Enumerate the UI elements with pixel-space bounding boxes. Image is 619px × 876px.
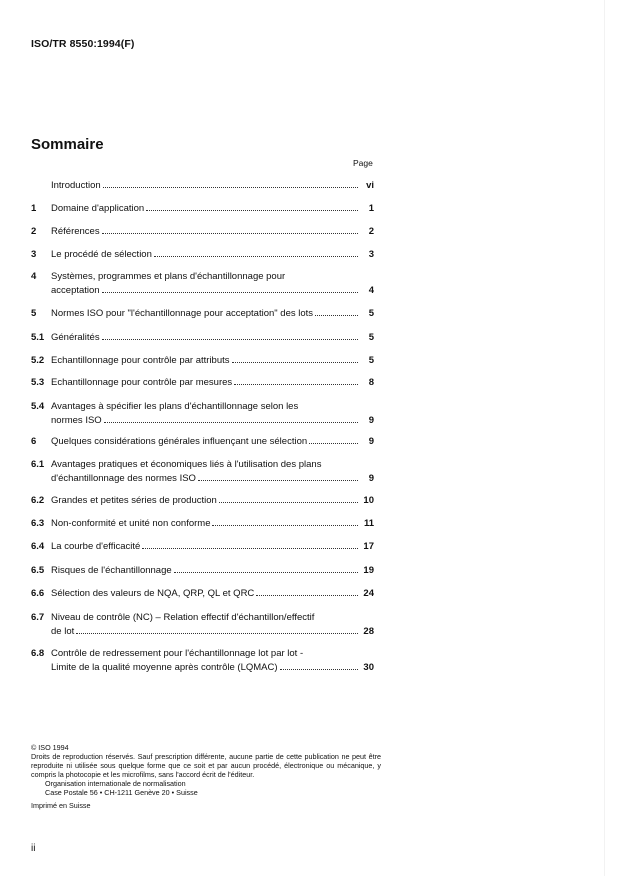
toc-entry-page: 9 bbox=[368, 436, 374, 447]
page-number: ii bbox=[31, 843, 36, 854]
dot-leader bbox=[103, 179, 358, 188]
toc-entry-page: 9 bbox=[368, 473, 374, 484]
toc-entry-page: 3 bbox=[368, 249, 374, 260]
toc-entry-page: 5 bbox=[368, 332, 374, 343]
dot-leader bbox=[219, 494, 358, 503]
toc-entry-title-continued: de lot bbox=[51, 626, 75, 637]
toc-entry-number: 1 bbox=[31, 203, 37, 214]
toc-entry-title: Sélection des valeurs de NQA, QRP, QL et QRC bbox=[51, 588, 255, 599]
toc-entry-page: vi bbox=[366, 180, 374, 191]
toc-entry-number: 5.3 bbox=[31, 377, 45, 388]
toc-entry-number: 5.2 bbox=[31, 355, 45, 366]
toc-entry-number: 6.5 bbox=[31, 565, 45, 576]
toc-entry-title-continued: acceptation bbox=[51, 285, 100, 296]
toc-entry-title-continued: d'échantillonnage des normes ISO bbox=[51, 473, 196, 484]
toc-entry-number: 6.4 bbox=[31, 541, 45, 552]
toc-entry-page: 2 bbox=[368, 226, 374, 237]
rights-statement: Droits de reproduction réservés. Sauf prescription différente, aucune partie de cette publication ne peut être reproduite ni utilisée sous quelque forme que ce soit et par aucun procédé, électronique ou mécanique, y compris la photocopie et les microfilms, sans l'accord écrit de l'éditeur. bbox=[31, 752, 381, 779]
toc-entry-number: 5 bbox=[31, 308, 37, 319]
toc-entry-page: 1 bbox=[368, 203, 374, 214]
dot-leader bbox=[174, 564, 358, 573]
toc-entry-title: Généralités bbox=[51, 332, 100, 343]
dot-leader bbox=[232, 354, 358, 363]
toc-entry-title: Grandes et petites séries de production bbox=[51, 495, 217, 506]
toc-entry-number: 3 bbox=[31, 249, 37, 260]
dot-leader bbox=[309, 435, 358, 444]
toc-entry-title: Introduction bbox=[51, 180, 101, 191]
toc-entry-page: 9 bbox=[368, 415, 374, 426]
page-title: Sommaire bbox=[31, 136, 104, 153]
toc-entry-title: Niveau de contrôle (NC) – Relation effectif d'échantillon/effectif bbox=[51, 612, 315, 623]
toc-entry-title: Risques de l'échantillonnage bbox=[51, 565, 172, 576]
dot-leader bbox=[142, 540, 358, 549]
dot-leader bbox=[146, 202, 358, 211]
document-id: ISO/TR 8550:1994(F) bbox=[31, 38, 135, 50]
dot-leader bbox=[315, 307, 358, 316]
toc-entry-title: Références bbox=[51, 226, 100, 237]
toc-entry-number: 6.6 bbox=[31, 588, 45, 599]
toc-entry-number: 4 bbox=[31, 271, 37, 282]
toc-entry-title-continued: Limite de la qualité moyenne après contrôle (LQMAC) bbox=[51, 662, 278, 673]
toc-entry-page: 17 bbox=[363, 541, 374, 552]
toc-entry-title: Avantages pratiques et économiques liés à l'utilisation des plans bbox=[51, 459, 322, 470]
toc-entry-title: Domaine d'application bbox=[51, 203, 145, 214]
toc-entry-title: Le procédé de sélection bbox=[51, 249, 152, 260]
toc-entry-number: 2 bbox=[31, 226, 37, 237]
copyright-notice bbox=[31, 743, 381, 810]
toc-entry-number: 6.3 bbox=[31, 518, 45, 529]
toc-entry-number: 6.7 bbox=[31, 612, 45, 623]
toc-entry-number: 5.4 bbox=[31, 401, 45, 412]
toc-entry-title: Quelques considérations générales influençant une sélection bbox=[51, 436, 308, 447]
printed-in: Imprimé en Suisse bbox=[31, 801, 91, 810]
dot-leader bbox=[104, 414, 358, 423]
organization-name: Organisation internationale de normalisation bbox=[45, 779, 186, 788]
dot-leader bbox=[234, 376, 358, 385]
dot-leader bbox=[154, 248, 358, 257]
toc-entry-title: Systèmes, programmes et plans d'échantillonnage pour bbox=[51, 271, 286, 282]
dot-leader bbox=[102, 225, 358, 234]
toc-entry-page: 11 bbox=[363, 518, 374, 529]
toc-entry-title: Contrôle de redressement pour l'échantillonnage lot par lot - bbox=[51, 648, 304, 659]
page-column-label: Page bbox=[353, 158, 373, 168]
toc-entry-number: 6 bbox=[31, 436, 37, 447]
toc-entry-title-continued: normes ISO bbox=[51, 415, 102, 426]
dot-leader bbox=[280, 661, 358, 670]
toc-entry-title: La courbe d'efficacité bbox=[51, 541, 141, 552]
copyright-line: © ISO 1994 bbox=[31, 743, 69, 752]
toc-entry-number: 6.2 bbox=[31, 495, 45, 506]
toc-entry-title: Avantages à spécifier les plans d'échantillonnage selon les bbox=[51, 401, 299, 412]
toc-entry-number: 6.8 bbox=[31, 648, 45, 659]
toc-entry-page: 4 bbox=[368, 285, 374, 296]
toc-entry-page: 5 bbox=[368, 308, 374, 319]
toc-entry-title: Echantillonnage pour contrôle par mesures bbox=[51, 377, 233, 388]
toc-entry-title: Normes ISO pour "l'échantillonnage pour acceptation" des lots bbox=[51, 308, 314, 319]
toc-entry-page: 30 bbox=[363, 662, 374, 673]
toc-entry-title: Echantillonnage pour contrôle par attributs bbox=[51, 355, 230, 366]
organization-address: Case Postale 56 • CH-1211 Genève 20 • Suisse bbox=[45, 788, 198, 797]
toc-entry-page: 8 bbox=[368, 377, 374, 388]
dot-leader bbox=[212, 517, 358, 526]
dot-leader bbox=[102, 284, 358, 293]
scan-edge-divider bbox=[604, 0, 605, 876]
toc-entry-page: 28 bbox=[363, 626, 374, 637]
toc-entry-number: 5.1 bbox=[31, 332, 45, 343]
dot-leader bbox=[198, 472, 358, 481]
toc-entry-page: 19 bbox=[363, 565, 374, 576]
toc-entry-number: 6.1 bbox=[31, 459, 45, 470]
toc-entry-page: 24 bbox=[363, 588, 374, 599]
toc-entry-page: 10 bbox=[363, 495, 374, 506]
dot-leader bbox=[102, 331, 358, 340]
dot-leader bbox=[76, 625, 358, 634]
dot-leader bbox=[256, 587, 358, 596]
toc-entry-page: 5 bbox=[368, 355, 374, 366]
toc-entry-title: Non-conformité et unité non conforme bbox=[51, 518, 211, 529]
